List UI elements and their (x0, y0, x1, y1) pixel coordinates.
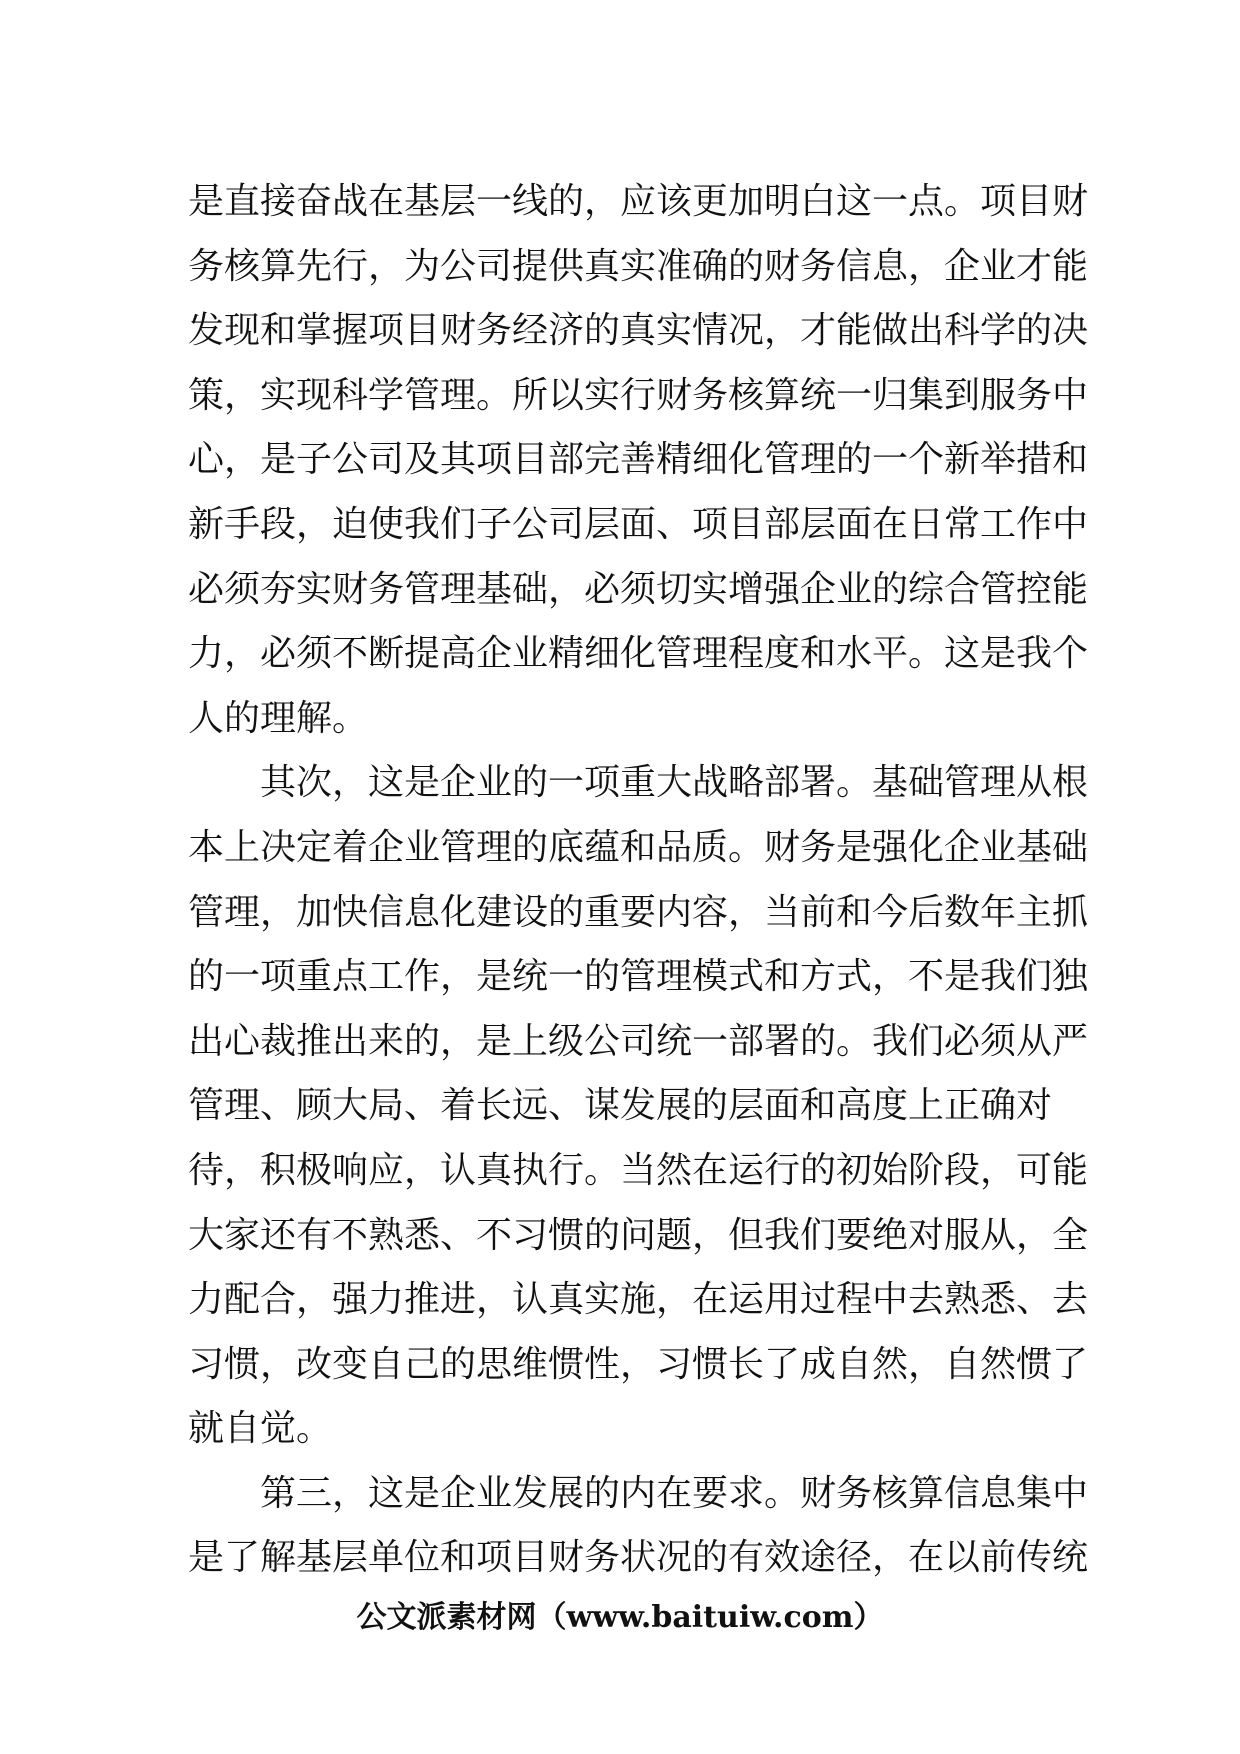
text-line: 务核算先行，为公司提供真实准确的财务信息，企业才能 (188, 245, 1089, 287)
page-footer: 公文派素材网（www.baituiw.com） (356, 1600, 884, 1635)
text-line: 习惯，改变自己的思维惯性，习惯长了成自然，自然惯了 (188, 1343, 1089, 1385)
text-line: 第三，这是企业发展的内在要求。财务核算信息集中 (188, 1472, 1089, 1514)
text-line: 心，是子公司及其项目部完善精细化管理的一个新举措和 (188, 439, 1089, 481)
text-line: 其次，这是企业的一项重大战略部署。基础管理从根 (188, 762, 1089, 804)
text-line: 力，必须不断提高企业精细化管理程度和水平。这是我个 (188, 633, 1089, 675)
text-line: 大家还有不熟悉、不习惯的问题，但我们要绝对服从，全 (188, 1214, 1089, 1256)
text-line: 就自觉。 (188, 1408, 333, 1450)
text-line: 发现和掌握项目财务经济的真实情况，才能做出科学的决 (188, 310, 1089, 352)
text-line: 本上决定着企业管理的底蕴和品质。财务是强化企业基础 (188, 826, 1089, 868)
text-line: 管理、顾大局、着长远、谋发展的层面和高度上正确对 (188, 1085, 1053, 1127)
text-line: 人的理解。 (188, 697, 369, 739)
text-line: 策，实现科学管理。所以实行财务核算统一归集到服务中 (188, 374, 1089, 416)
text-line: 管理，加快信息化建设的重要内容，当前和今后数年主抓 (188, 891, 1089, 933)
text-line: 是了解基层单位和项目财务状况的有效途径，在以前传统 (188, 1537, 1089, 1579)
text-line: 出心裁推出来的，是上级公司统一部署的。我们必须从严 (188, 1020, 1089, 1062)
text-line: 力配合，强力推进，认真实施，在运用过程中去熟悉、去 (188, 1279, 1089, 1321)
text-line: 待，积极响应，认真执行。当然在运行的初始阶段，可能 (188, 1149, 1089, 1191)
text-line: 的一项重点工作，是统一的管理模式和方式，不是我们独 (188, 956, 1089, 998)
text-line: 是直接奋战在基层一线的，应该更加明白这一点。项目财 (188, 181, 1089, 222)
text-line: 必须夯实财务管理基础，必须切实增强企业的综合管控能 (188, 568, 1089, 610)
text-line: 新手段，迫使我们子公司层面、项目部层面在日常工作中 (188, 503, 1089, 545)
body-text (188, 170, 1089, 1591)
